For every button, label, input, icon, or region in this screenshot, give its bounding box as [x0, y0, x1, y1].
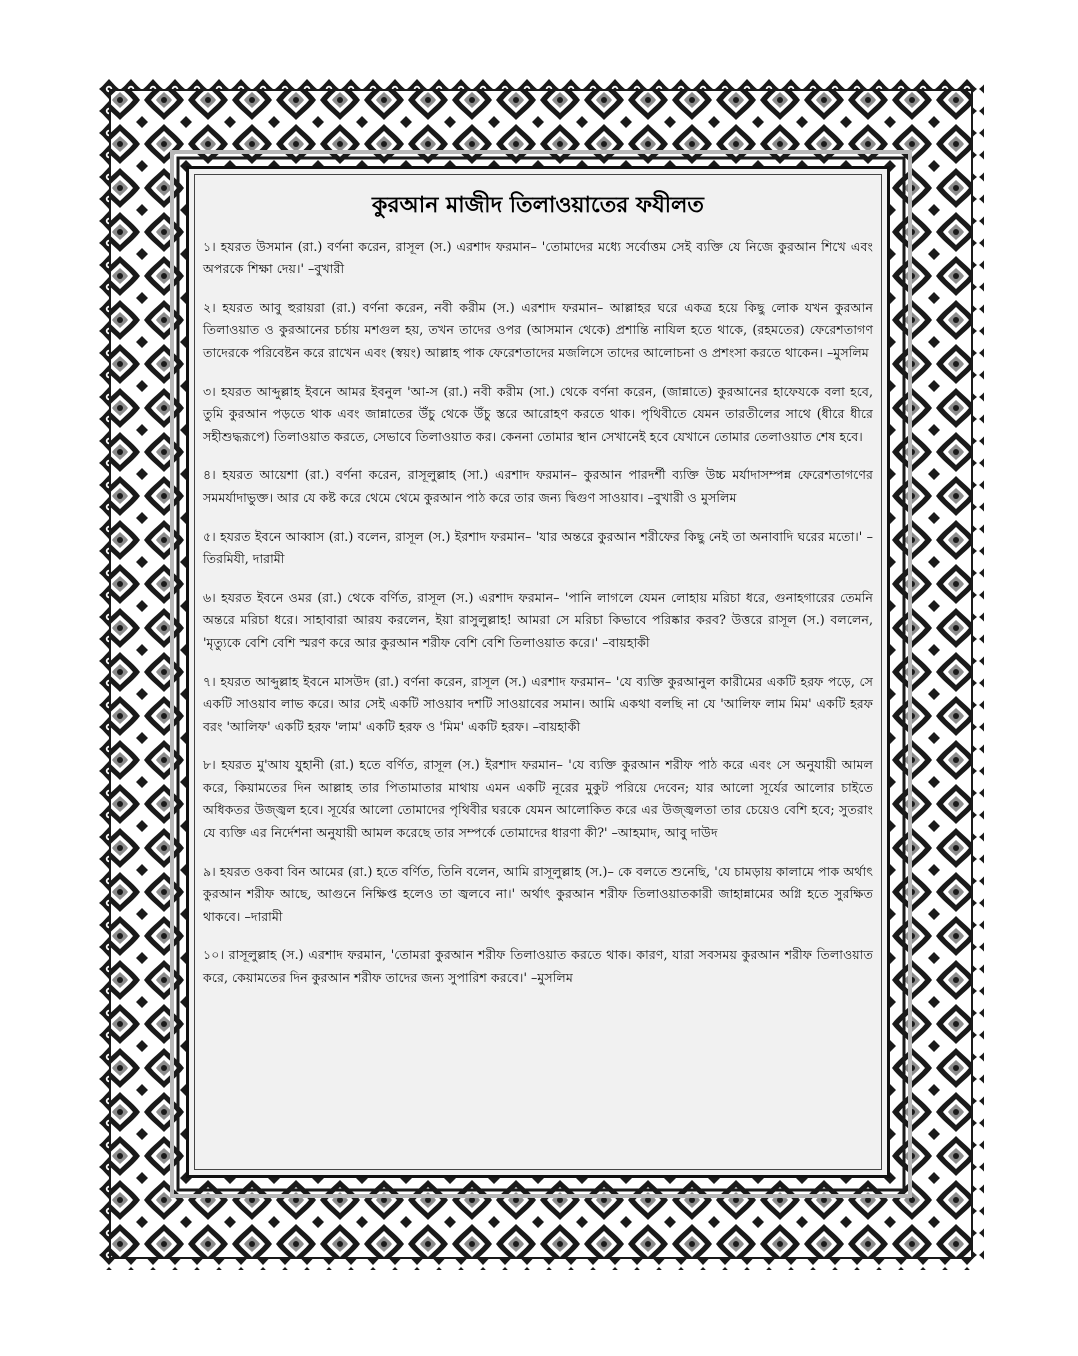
- hadith-paragraph-7: ৭। হযরত আব্দুল্লাহ ইবনে মাসউদ (রা.) বর্ণনা করেন, রাসূল (স.) এরশাদ ফরমান– 'যে ব্যক্তি কুরআনুল কারীমের একটি হরফ পড়ে, সে একটি সাওয়াব লাভ করে। আর সেই একটি সাওয়াব দশটি সাওয়াবের সমান। আমি একথা বলছি না যে 'আলিফ লাম মিম' একটি হরফ বরং 'আলিফ' একটি হরফ 'লাম' একটি হরফ ও 'মিম' একটি হরফ। –বায়হাকী: [203, 673, 873, 734]
- hadith-paragraph-8: ৮। হযরত মু'আয যুহানী (রা.) হতে বর্ণিত, রাসূল (স.) ইরশাদ ফরমান– 'যে ব্যক্তি কুরআন শরীফ পাঠ করে এবং সে অনুযায়ী আমল করে, কিয়ামতের দিন আল্লাহ তার পিতামাতার মাথায় এমন একটি নূরের মুকুট পরিয়ে দেবেন; যার আলো সূর্যের আলোর চাইতে অধিকতর উজ্জ্বল হবে। সূর্যের আলো তোমাদের পৃথিবীর ঘরকে যেমন আলোকিত করে এর উজ্জ্বলতা তার চেয়েও বেশি হবে; সুতরাং যে ব্যক্তি এর নির্দেশনা অনুযায়ী আমল করেছে তার সম্পর্কে তোমাদের ধারণা কী?' –আহমাদ, আবু দাউদ: [203, 757, 873, 841]
- hadith-paragraph-9: ৯। হযরত ওকবা বিন আমের (রা.) হতে বর্ণিত, তিনি বলেন, আমি রাসূলুল্লাহ (স.)– কে বলতে শুনেছি, 'যে চামড়ায় কালামে পাক অর্থাৎ কুরআন শরীফ আছে, আগুনে নিক্ষিপ্ত হলেও তা জ্বলবে না।' অর্থাৎ কুরআন শরীফ তিলাওয়াতকারী জাহান্নামের অগ্নি হতে সুরক্ষিত থাকবে। –দারামী: [203, 863, 873, 924]
- hadith-paragraph-1: ১। হযরত উসমান (রা.) বর্ণনা করেন, রাসূল (স.) এরশাদ ফরমান– 'তোমাদের মধ্যে সর্বোত্তম সেই ব্যক্তি যে নিজে কুরআন শিখে এবং অপরকে শিক্ষা দেয়।' –বুখারী: [203, 238, 873, 277]
- content-panel: [186, 166, 890, 1178]
- hadith-paragraph-6: ৬। হযরত ইবনে ওমর (রা.) থেকে বর্ণিত, রাসূল (স.) এরশাদ ফরমান– 'পানি লাগলে যেমন লোহায় মরিচা ধরে, গুনাহগারের তেমনি অন্তরে মরিচা ধরে। সাহাবারা আরয করলেন, ইয়া রাসুলুল্লাহ! আমরা সে মরিচা কিভাবে পরিষ্কার করব? উত্তরে রাসূল (স.) বললেন, 'মৃত্যুকে বেশি বেশি স্মরণ করে আর কুরআন শরীফ বেশি বেশি তিলাওয়াত করে।' –বায়হাকী: [203, 589, 873, 650]
- page-title: কুরআন মাজীদ তিলাওয়াতের ফযীলত: [372, 192, 704, 218]
- hadith-paragraph-4: ৪। হযরত আয়েশা (রা.) বর্ণনা করেন, রাসূলুল্লাহ (সা.) এরশাদ ফরমান– কুরআন পারদর্শী ব্যক্তি উচ্চ মর্যাদাসম্পন্ন ফেরেশতাগণের সমমর্যাদাভুক্ত। আর যে কষ্ট করে থেমে থেমে কুরআন পাঠ করে তার জন্য দ্বিগুণ সাওয়াব। –বুখারী ও মুসলিম: [203, 467, 873, 505]
- hadith-paragraph-3: ৩। হযরত আব্দুল্লাহ ইবনে আমর ইবনুল 'আ-স (রা.) নবী করীম (সা.) থেকে বর্ণনা করেন, (জান্নাতে) কুরআনের হাফেযকে বলা হবে, তুমি কুরআন পড়তে থাক এবং জান্নাতের উঁচু থেকে উঁচু স্তরে আরোহণ করতে থাক। পৃথিবীতে যেমন তারতীলের সাথে (ধীরে ধীরে সহীশুদ্ধরূপে) তিলাওয়াত করতে, সেভাবে তিলাওয়াত কর। কেননা তোমার স্থান সেখানেই হবে যেখানে তোমার তেলাওয়াত শেষ হবে।: [203, 383, 873, 444]
- hadith-paragraph-2: ২। হযরত আবু হুরায়রা (রা.) বর্ণনা করেন, নবী করীম (স.) এরশাদ ফরমান– আল্লাহর ঘরে একত্র হয়ে কিছু লোক যখন কুরআন তিলাওয়াত ও কুরআনের চর্চায় মশগুল হয়, তখন তাদের ওপর (আসমান থেকে) প্রশান্তি নাযিল হতে থাকে, (রহমতের) ফেরেশতাগণ তাদেরকে পরিবেষ্টন করে রাখেন এবং (স্বয়ং) আল্লাহ পাক ফেরেশতাদের মজলিসে তাদের আলোচনা ও প্রশংসা করতে থাকেন। –মুসলিম: [203, 299, 873, 360]
- hadith-paragraph-10: ১০। রাসূলুল্লাহ (স.) এরশাদ ফরমান, 'তোমরা কুরআন শরীফ তিলাওয়াত করতে থাক। কারণ, যারা সবসময় কুরআন শরীফ তিলাওয়াত করে, কেয়ামতের দিন কুরআন শরীফ তাদের জন্য সুপারিশ করবে।' –মুসলিম: [203, 947, 873, 986]
- hadith-paragraph-5: ৫। হযরত ইবনে আব্বাস (রা.) বলেন, রাসূল (স.) ইরশাদ ফরমান– 'যার অন্তরে কুরআন শরীফের কিছু নেই তা অনাবাদি ঘরের মতো।' –তিরমিযী, দারামী: [203, 528, 873, 567]
